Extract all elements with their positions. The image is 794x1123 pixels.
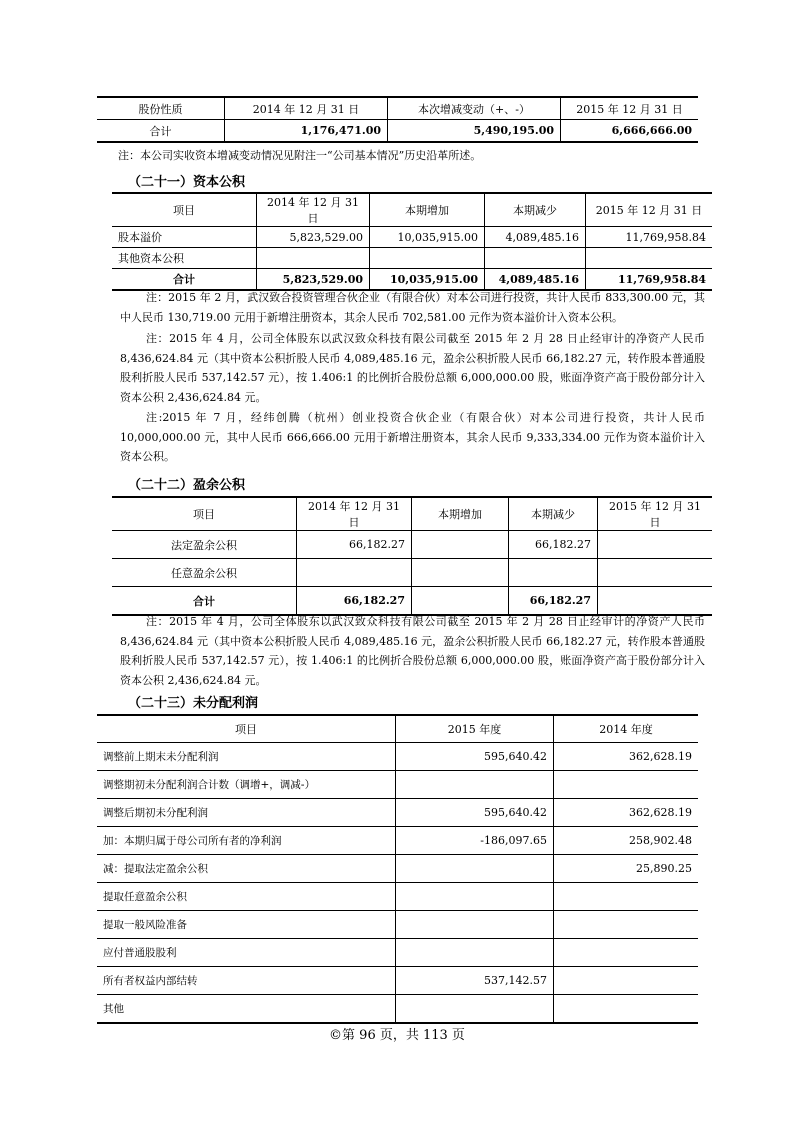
surplus-reserve-note: 注：2015 年 4 月，公司全体股东以武汉致众科技有限公司截至 2015 年 2 月 28 日止经审计的净资产人民币 8,436,624.84 元（其中资本公积折股人民币 4,089,485.16 元，盈余公积折股人民币 66,182.27 元，转作股本普通股股利折股人民币 537,142.57 元），按 1.406:1 的比例折合股份总额 6,000,000.00 股，账面净资产高于股份部分计入资本公积 2,436,624.84 元。 [120, 615, 705, 687]
capital-reserve-note: 注:2015 年 7 月，经纬创腾（杭州）创业投资合伙企业（有限合伙）对本公司进行投资，共计人民币 10,000,000.00 元，其中人民币 666,666.00 元用于新增注册资本，其余人民币 9,333,334.00 元作为资本溢价计入资本公积。 [120, 411, 705, 463]
row-label: 任意盈余公积 [112, 559, 297, 587]
section-title: （二十二）盈余公积 [128, 478, 246, 493]
header-cell: 2015 年 12 月 31 日 [598, 497, 713, 531]
cell-value [554, 967, 699, 995]
cell-value: 10,035,915.00 [370, 227, 485, 248]
cell-value: 595,640.42 [396, 743, 554, 771]
cell-value: -186,097.65 [396, 827, 554, 855]
cell-value: 5,823,529.00 [257, 227, 370, 248]
cell-value [554, 883, 699, 911]
cell-value [485, 248, 586, 269]
cell-value [370, 248, 485, 269]
header-cell: 本次增减变动（+、-） [388, 97, 561, 120]
cell-value [396, 771, 554, 799]
cell-value [396, 911, 554, 939]
cell-value [554, 995, 699, 1024]
header-cell: 2014 年 12 月 31 日 [257, 193, 370, 227]
table-row [112, 227, 712, 248]
header-cell: 项目 [112, 193, 257, 227]
row-label: 应付普通股股利 [97, 939, 396, 967]
share-capital-note: 注：本公司实收资本增减变动情况见附注一“公司基本情况”历史沿革所述。 [118, 149, 482, 162]
header-cell: 本期减少 [485, 193, 586, 227]
total-value: 5,823,529.00 [257, 269, 370, 291]
cell-value [257, 248, 370, 269]
table-row [97, 967, 698, 995]
total-row [112, 269, 712, 291]
total-value: 66,182.27 [297, 587, 412, 616]
cell-value: 66,182.27 [297, 531, 412, 559]
table-row [97, 855, 698, 883]
table-row [112, 248, 712, 269]
cell-value: 25,890.25 [554, 855, 699, 883]
header-cell: 2015 年 12 月 31 日 [586, 193, 713, 227]
cell-value [412, 531, 509, 559]
total-value: 11,769,958.84 [586, 269, 713, 291]
row-label: 所有者权益内部结转 [97, 967, 396, 995]
total-value [598, 587, 713, 616]
total-value: 10,035,915.00 [370, 269, 485, 291]
header-cell: 2014 年度 [554, 715, 699, 743]
cell-value [396, 939, 554, 967]
cell-value [554, 911, 699, 939]
row-label: 提取一般风险准备 [97, 911, 396, 939]
table-row [97, 827, 698, 855]
cell-value: 595,640.42 [396, 799, 554, 827]
table-row [97, 883, 698, 911]
table-row [112, 559, 712, 587]
table-row [112, 531, 712, 559]
cell-value [509, 559, 598, 587]
row-label: 调整期初未分配利润合计数（调增+，调减-） [97, 771, 396, 799]
table-row [97, 799, 698, 827]
total-value: 4,089,485.16 [485, 269, 586, 291]
cell-value [297, 559, 412, 587]
total-label: 合计 [97, 120, 225, 143]
page-footer: ©第 96 页，共 113 页 [329, 1028, 465, 1043]
row-label: 调整后期初未分配利润 [97, 799, 396, 827]
header-cell: 2015 年 12 月 31 日 [561, 97, 699, 120]
row-label: 提取任意盈余公积 [97, 883, 396, 911]
cell-value [598, 559, 713, 587]
table-row [97, 771, 698, 799]
row-label: 其他资本公积 [112, 248, 257, 269]
capital-reserve-note: 注：2015 年 2 月，武汉致合投资管理合伙企业（有限合伙）对本公司进行投资，共计人民币 833,300.00 元，其中人民币 130,719.00 元用于新增注册资本，其余人民币 702,581.00 元作为资本溢价计入资本公积。 [120, 291, 705, 324]
row-label: 调整前上期末未分配利润 [97, 743, 396, 771]
row-label: 减：提取法定盈余公积 [97, 855, 396, 883]
header-cell: 本期减少 [509, 497, 598, 531]
header-cell: 项目 [112, 497, 297, 531]
share-capital-table [97, 96, 698, 143]
header-cell: 本期增加 [412, 497, 509, 531]
capital-reserve-note: 注：2015 年 4 月，公司全体股东以武汉致众科技有限公司截至 2015 年 2 月 28 日止经审计的净资产人民币 8,436,624.84 元（其中资本公积折股人民币 4,089,485.16 元，盈余公积折股人民币 66,182.27 元，转作股本普通股股利折股人民币 537,142.57 元），按 1.406:1 的比例折合股份总额 6,000,000.00 股，账面净资产高于股份部分计入资本公积 2,436,624.84 元。 [120, 332, 705, 404]
total-row [112, 587, 712, 616]
row-label: 法定盈余公积 [112, 531, 297, 559]
table-row [97, 743, 698, 771]
total-label: 合计 [112, 587, 297, 616]
row-label: 加：本期归属于母公司所有者的净利润 [97, 827, 396, 855]
header-cell: 项目 [97, 715, 396, 743]
cell-value: 362,628.19 [554, 743, 699, 771]
cell-value [396, 995, 554, 1024]
total-value: 1,176,471.00 [225, 120, 388, 143]
cell-value [586, 248, 713, 269]
table-header-row [97, 715, 698, 743]
total-label: 合计 [112, 269, 257, 291]
table-row [97, 995, 698, 1024]
row-label: 股本溢价 [112, 227, 257, 248]
cell-value: 66,182.27 [509, 531, 598, 559]
row-label: 其他 [97, 995, 396, 1024]
surplus-reserve-table [112, 496, 712, 616]
cell-value [396, 855, 554, 883]
cell-value: 4,089,485.16 [485, 227, 586, 248]
table-header-row [112, 497, 712, 531]
cell-value [554, 939, 699, 967]
capital-reserve-table [112, 192, 712, 291]
cell-value: 362,628.19 [554, 799, 699, 827]
cell-value [396, 883, 554, 911]
header-cell: 股份性质 [97, 97, 225, 120]
cell-value [412, 559, 509, 587]
total-row [97, 120, 698, 143]
cell-value [598, 531, 713, 559]
header-cell: 2014 年 12 月 31 日 [297, 497, 412, 531]
undistributed-profit-table [97, 714, 698, 1024]
cell-value: 258,902.48 [554, 827, 699, 855]
section-title: （二十三）未分配利润 [128, 696, 259, 711]
table-header-row [112, 193, 712, 227]
table-header-row [97, 97, 698, 120]
total-value: 66,182.27 [509, 587, 598, 616]
header-cell: 2015 年度 [396, 715, 554, 743]
total-value [412, 587, 509, 616]
cell-value: 11,769,958.84 [586, 227, 713, 248]
header-cell: 本期增加 [370, 193, 485, 227]
total-value: 6,666,666.00 [561, 120, 699, 143]
total-value: 5,490,195.00 [388, 120, 561, 143]
header-cell: 2014 年 12 月 31 日 [225, 97, 388, 120]
cell-value: 537,142.57 [396, 967, 554, 995]
cell-value [554, 771, 699, 799]
table-row [97, 939, 698, 967]
section-title: （二十一）资本公积 [128, 175, 246, 190]
table-row [97, 911, 698, 939]
